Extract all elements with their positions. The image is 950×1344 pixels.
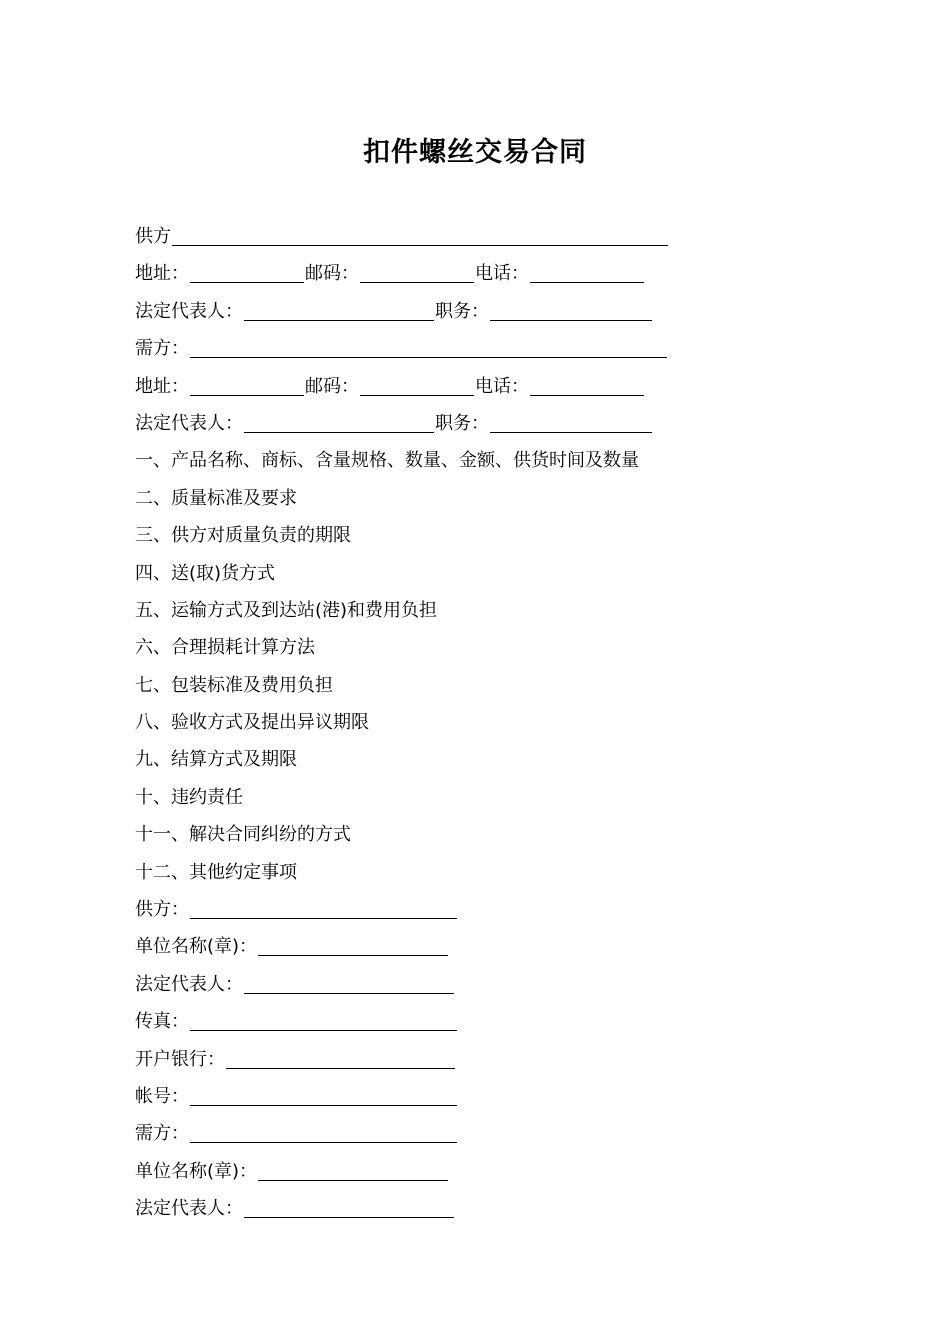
clause-item: 六、合理损耗计算方法 (135, 637, 315, 659)
sig-a-unit-blank (258, 928, 448, 956)
clause-item: 十一、解决合同纠纷的方式 (135, 824, 351, 846)
party-b-position-label: 职务： (435, 412, 489, 434)
sig-a-fax-label: 传真： (135, 1011, 189, 1033)
party-a-rep-line (135, 293, 669, 330)
party-b-address-blank (190, 368, 304, 396)
sig-b-unit-blank (258, 1153, 448, 1181)
sig-a-fax-blank (190, 1003, 457, 1031)
clause-item: 三、供方对质量负责的期限 (135, 525, 351, 547)
clause-item: 七、包装标准及费用负担 (135, 674, 333, 696)
sig-b-legal-rep-label: 法定代表人： (135, 1198, 243, 1220)
sig-a-bank-blank (226, 1041, 455, 1069)
contract-body (135, 218, 669, 1228)
clause-item: 五、运输方式及到达站(港)和费用负担 (135, 599, 438, 621)
party-b-address-label: 地址： (135, 375, 189, 397)
sig-b-legal-rep-blank (244, 1190, 454, 1218)
party-a-postcode-blank (360, 255, 474, 283)
party-b-blank (190, 330, 667, 358)
party-b-phone-blank (530, 368, 644, 396)
sig-a-fax-line (135, 1003, 669, 1040)
sig-b-party-blank (190, 1115, 457, 1143)
sig-a-legal-rep-label: 法定代表人： (135, 973, 243, 995)
sig-a-legal-rep-blank (244, 966, 454, 994)
sig-b-rep-line (135, 1190, 669, 1227)
sig-b-unit-line (135, 1153, 669, 1190)
sig-a-account-line (135, 1078, 669, 1115)
sig-a-party-label: 供方： (135, 899, 189, 921)
party-a-legal-rep-blank (244, 293, 434, 321)
party-b-position-blank (490, 405, 652, 433)
party-b-phone-label: 电话： (475, 375, 529, 397)
clause-item: 一、产品名称、商标、含量规格、数量、金额、供货时间及数量 (135, 450, 639, 472)
clause-item: 八、验收方式及提出异议期限 (135, 712, 369, 734)
sig-a-rep-line (135, 966, 669, 1003)
party-a-address-line (135, 255, 669, 292)
party-a-phone-blank (530, 255, 644, 283)
sig-a-unit-label: 单位名称(章)： (135, 936, 258, 958)
party-a-line (135, 218, 669, 255)
sig-a-bank-label: 开户银行： (135, 1048, 225, 1070)
sig-a-party-blank (190, 891, 457, 919)
sig-b-unit-label: 单位名称(章)： (135, 1160, 258, 1182)
party-a-position-blank (490, 293, 652, 321)
party-a-address-label: 地址： (135, 263, 189, 285)
sig-a-account-blank (190, 1078, 457, 1106)
party-b-postcode-blank (360, 368, 474, 396)
party-a-position-label: 职务： (435, 300, 489, 322)
sig-a-unit-line (135, 928, 669, 965)
party-b-legal-rep-blank (244, 405, 434, 433)
clause-item: 二、质量标准及要求 (135, 487, 297, 509)
party-a-legal-rep-label: 法定代表人： (135, 300, 243, 322)
party-a-blank (172, 218, 668, 246)
party-b-address-line (135, 368, 669, 405)
sig-b-party-label: 需方： (135, 1123, 189, 1145)
sig-a-bank-line (135, 1041, 669, 1078)
party-b-legal-rep-label: 法定代表人： (135, 412, 243, 434)
party-a-postcode-label: 邮码： (305, 263, 359, 285)
sig-a-party-line (135, 891, 669, 928)
clause-item: 十二、其他约定事项 (135, 861, 297, 883)
clause-item: 九、结算方式及期限 (135, 749, 297, 771)
document-title: 扣件螺丝交易合同 (363, 137, 587, 168)
party-a-address-blank (190, 255, 304, 283)
sig-a-account-label: 帐号： (135, 1085, 189, 1107)
clause-item: 十、违约责任 (135, 786, 243, 808)
party-a-phone-label: 电话： (475, 263, 529, 285)
party-b-line (135, 330, 669, 367)
sig-b-party-line (135, 1115, 669, 1152)
party-b-postcode-label: 邮码： (305, 375, 359, 397)
party-a-label: 供方 (135, 226, 171, 247)
party-b-rep-line (135, 405, 669, 442)
party-b-label: 需方： (135, 338, 189, 360)
clause-item: 四、送(取)货方式 (135, 562, 276, 584)
